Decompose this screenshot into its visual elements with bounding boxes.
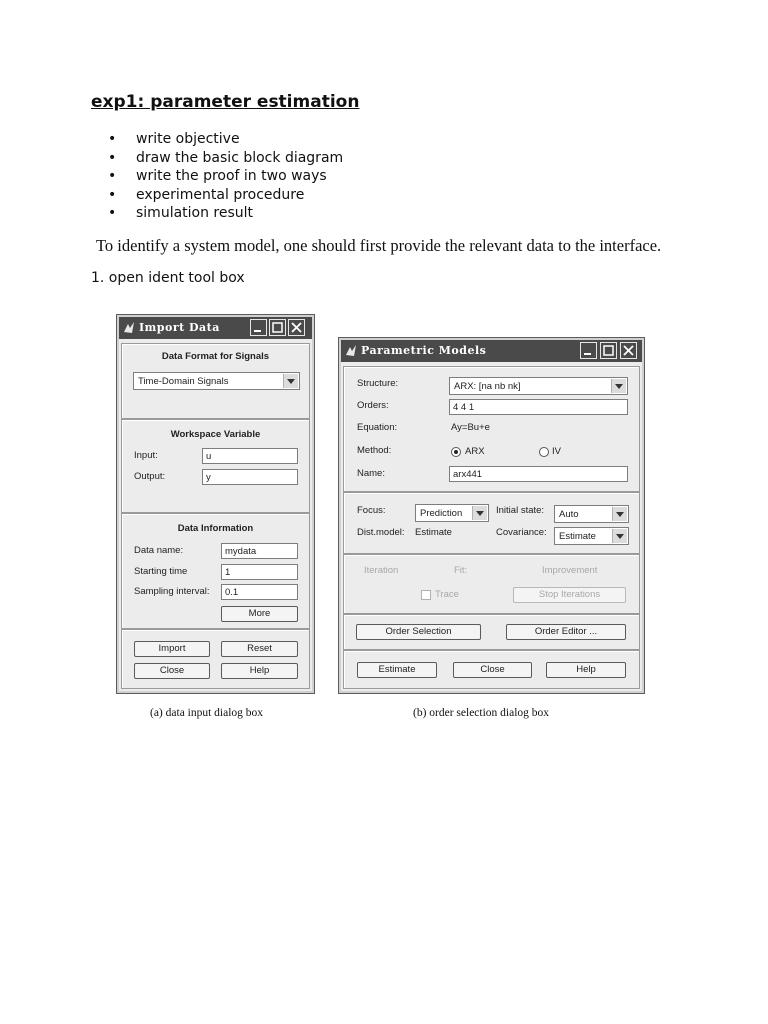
output-label: Output: [134,471,166,482]
import-data-dialog [116,314,315,694]
orders-field[interactable]: 4 4 1 [449,399,628,415]
data-format-select[interactable] [133,372,300,390]
title-bar [119,317,312,339]
data-format-panel [121,343,310,419]
close-icon[interactable] [620,342,637,359]
data-information-panel [121,513,310,629]
dist-model-label: Dist.model: [357,527,405,538]
improvement-label: Improvement [542,565,598,576]
estimate-button[interactable]: Estimate [357,662,437,678]
output-variable-field[interactable]: y [202,469,298,485]
initial-state-label: Initial state: [496,505,545,516]
minimize-icon[interactable] [250,319,267,336]
matlab-logo-icon [345,344,357,357]
method-arx-radio[interactable] [451,447,461,457]
close-button[interactable]: Close [134,663,210,679]
stop-iterations-button[interactable]: Stop Iterations [513,587,626,603]
list-item: • simulation result [108,204,343,223]
intro-paragraph: To identify a system model, one should first provide the relevant data to the interface. [96,236,662,255]
equation-label: Equation: [357,422,398,433]
matlab-logo-icon [123,321,135,334]
initial-state-value: Auto [559,509,579,520]
chevron-down-icon [612,507,627,521]
title-bar [341,340,642,362]
order-panel [343,614,640,650]
trace-checkbox[interactable] [421,590,431,600]
order-editor-button[interactable]: Order Editor ... [506,624,626,640]
input-variable-field[interactable]: u [202,448,298,464]
list-item: • write the proof in two ways [108,167,343,186]
starting-time-label: Starting time [134,566,188,577]
structure-label: Structure: [357,378,399,389]
parametric-models-dialog [338,337,645,694]
list-item: • write objective [108,130,343,149]
import-actions-panel [121,629,310,689]
trace-label: Trace [435,589,459,600]
task-list [108,130,343,223]
structure-value: ARX: [na nb nk] [454,381,521,392]
method-iv-label: IV [552,446,561,457]
reset-button[interactable]: Reset [221,641,298,657]
sampling-interval-field[interactable]: 0.1 [221,584,298,600]
covariance-value: Estimate [559,531,596,542]
focus-value: Prediction [420,508,463,519]
orders-label: Orders: [357,400,389,411]
method-arx-label: ARX [465,446,485,457]
help-button[interactable]: Help [546,662,626,678]
data-format-header: Data Format for Signals [161,351,270,362]
document-title: exp1: parameter estimation [91,92,360,112]
workspace-variable-header: Workspace Variable [170,429,261,440]
dialog-title: Parametric Models [361,344,487,357]
caption-b: (b) order selection dialog box [413,707,550,719]
chevron-down-icon [283,374,298,388]
name-label: Name: [357,468,385,479]
fit-label: Fit: [454,565,468,576]
sampling-interval-label: Sampling interval: [134,586,210,597]
dist-model-value: Estimate [415,527,452,538]
method-iv-radio[interactable] [539,447,549,457]
caption-a: (a) data input dialog box [150,707,264,719]
close-button[interactable]: Close [453,662,532,678]
data-information-header: Data Information [177,523,254,534]
covariance-select[interactable] [554,527,629,545]
chevron-down-icon [472,506,487,520]
model-name-field[interactable]: arx441 [449,466,628,482]
workspace-variable-panel [121,419,310,513]
equation-value: Ay=Bu+e [451,422,490,433]
list-item: • experimental procedure [108,186,343,205]
iteration-label: Iteration [364,565,399,576]
covariance-label: Covariance: [496,527,547,538]
focus-label: Focus: [357,505,386,516]
dialog-title: Import Data [139,321,220,334]
structure-panel [343,366,640,492]
estimation-options-panel [343,492,640,554]
import-button[interactable]: Import [134,641,210,657]
list-item: • draw the basic block diagram [108,149,343,168]
maximize-icon[interactable] [269,319,286,336]
close-icon[interactable] [288,319,305,336]
more-button[interactable]: More [221,606,298,622]
data-name-field[interactable]: mydata [221,543,298,559]
starting-time-field[interactable]: 1 [221,564,298,580]
data-format-value: Time-Domain Signals [138,376,229,387]
param-actions-panel [343,650,640,689]
input-label: Input: [134,450,158,461]
chevron-down-icon [612,529,627,543]
method-label: Method: [357,445,392,456]
focus-select[interactable] [415,504,489,522]
maximize-icon[interactable] [600,342,617,359]
minimize-icon[interactable] [580,342,597,359]
order-selection-button[interactable]: Order Selection [356,624,481,640]
chevron-down-icon [611,379,626,393]
step-instruction: 1. open ident tool box [91,270,245,286]
initial-state-select[interactable] [554,505,629,523]
data-name-label: Data name: [134,545,184,556]
structure-select[interactable] [449,377,628,395]
iteration-panel [343,554,640,614]
help-button[interactable]: Help [221,663,298,679]
